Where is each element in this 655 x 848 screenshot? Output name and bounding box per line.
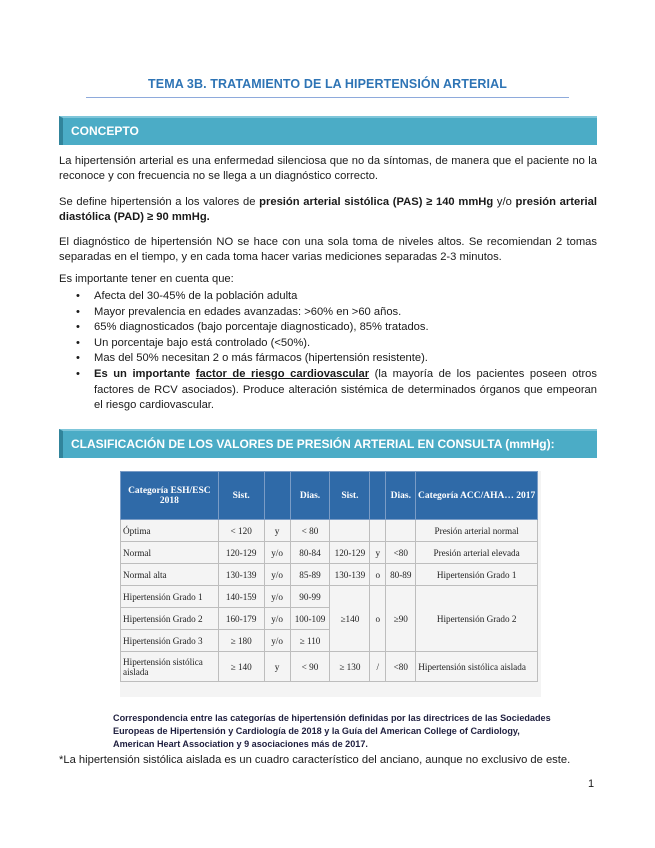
list-item-text: Mayor prevalencia en edades avanzadas: >60% en >60 años. [94, 305, 402, 318]
table-row [121, 652, 538, 682]
list-item-text: Afecta del 30-45% de la población adulta [94, 290, 298, 302]
table-cell: Hipertensión sistólica aislada [121, 652, 219, 682]
pad-threshold: presión arterial diastólica (PAD) ≥ 90 mmHg. [59, 196, 597, 223]
table-header-row [121, 472, 538, 520]
list-item-text: Un porcentaje bajo está controlado (<50%). [94, 336, 311, 349]
list-item [76, 367, 597, 414]
list-item-text: Es un importante [94, 367, 196, 380]
table-cell: y [264, 520, 290, 542]
table-cell: 80-89 [386, 564, 416, 586]
table-cell: 90-99 [290, 586, 330, 608]
column-header: Categoría ESH/ESC 2018 [121, 472, 219, 520]
table-cell: Hipertensión Grado 3 [121, 630, 219, 652]
table-cell [386, 520, 416, 542]
table-cell: Hipertensión Grado 1 [121, 586, 219, 608]
table-cell: Normal [121, 542, 219, 564]
facts-list [76, 289, 597, 414]
pas-threshold: presión arterial sistólica (PAS) ≥ 140 mmHg [259, 196, 494, 208]
table-cell: Hipertensión Grado 2 [121, 608, 219, 630]
table-cell: o [370, 586, 386, 652]
table-cell: ≥ 180 [218, 630, 264, 652]
list-item-text: 65% diagnosticados (bajo porcentaje diagnosticado), 85% tratados. [94, 321, 429, 334]
table-cell: Hipertensión Grado 1 [416, 564, 538, 586]
table-cell [330, 520, 370, 542]
table-cell: y [264, 652, 290, 682]
bullet-icon: • [76, 290, 80, 302]
table-cell [370, 520, 386, 542]
table-cell: <80 [386, 542, 416, 564]
table-row [121, 564, 538, 586]
table-cell: Normal alta [121, 564, 219, 586]
footnote: *La hipertensión sistólica aislada es un cuadro característico del anciano, aunque no exclusivo de este. [59, 754, 571, 766]
table-cell: ≥ 140 [218, 652, 264, 682]
list-item [76, 351, 597, 367]
column-header [370, 472, 386, 520]
section-header-concepto: CONCEPTO [59, 116, 597, 145]
column-header: Sist. [330, 472, 370, 520]
table-cell: Óptima [121, 520, 219, 542]
paragraph-intro-list: Es importante tener en cuenta que: [59, 273, 234, 285]
table-cell: 80-84 [290, 542, 330, 564]
table-cell: ≥ 110 [290, 630, 330, 652]
table-cell: <80 [386, 652, 416, 682]
table-cell: 160-179 [218, 608, 264, 630]
bullet-icon: • [76, 321, 80, 334]
page-title: TEMA 3B. TRATAMIENTO DE LA HIPERTENSIÓN ARTERIAL [148, 77, 507, 91]
table-cell: 130-139 [218, 564, 264, 586]
text: y/o [493, 196, 516, 208]
table-cell: 85-89 [290, 564, 330, 586]
bullet-icon: • [76, 305, 80, 318]
table-cell: y/o [264, 564, 290, 586]
paragraph-definition: La hipertensión arterial es una enfermedad silenciosa que no da síntomas, de manera que el paciente no la reconoce y con frecuencia no se llega a un diagnóstico correcto. [59, 155, 597, 182]
risk-factor-emphasis: factor de riesgo cardiovascular [195, 367, 370, 380]
column-header: Dias. [386, 472, 416, 520]
table-cell: ≥90 [386, 586, 416, 652]
table-cell: 140-159 [218, 586, 264, 608]
table-cell: Hipertensión Grado 2 [416, 586, 538, 652]
section-header-clasificacion: CLASIFICACIÓN DE LOS VALORES DE PRESIÓN ARTERIAL EN CONSULTA (mmHg): [59, 429, 597, 458]
table-row [121, 586, 538, 608]
table-cell: y [370, 542, 386, 564]
table-row [121, 520, 538, 542]
title-divider [86, 97, 569, 98]
table-cell: 120-129 [218, 542, 264, 564]
table-caption: Correspondencia entre las categorías de hipertensión definidas por las directrices de las Sociedades Europeas de Hipertensión y Cardiología de 2018 y la Guía del American College of Cardiology, American Heart Association y 9 asociaciones más de 2017. [113, 713, 551, 749]
table-cell: / [370, 652, 386, 682]
table-cell: Hipertensión sistólica aislada [416, 652, 538, 682]
classification-table [120, 471, 538, 682]
bullet-icon: • [76, 352, 80, 365]
column-header: Sist. [218, 472, 264, 520]
table-cell: < 120 [218, 520, 264, 542]
table-cell: < 80 [290, 520, 330, 542]
paragraph-diagnosis: El diagnóstico de hipertensión NO se hace con una sola toma de niveles altos. Se recomiendan 2 tomas separadas en el tiempo, y en cada toma hacer varias mediciones separadas 2-3 minutos. [59, 236, 597, 263]
page-number: 1 [588, 778, 595, 790]
bullet-icon: • [76, 367, 80, 380]
table-cell: y/o [264, 608, 290, 630]
table-cell: 120-129 [330, 542, 370, 564]
paragraph-thresholds [59, 195, 597, 225]
classification-table-image [120, 471, 541, 697]
table-cell: y/o [264, 542, 290, 564]
table-cell: ≥ 130 [330, 652, 370, 682]
table-row [121, 542, 538, 564]
table-cell: o [370, 564, 386, 586]
column-header: Categoría ACC/AHA… 2017 [416, 472, 538, 520]
column-header [264, 472, 290, 520]
table-cell: y/o [264, 630, 290, 652]
table-cell: 100-109 [290, 608, 330, 630]
bullet-icon: • [76, 336, 80, 349]
list-item [76, 305, 597, 321]
table-cell: ≥140 [330, 586, 370, 652]
list-item-text: Mas del 50% necesitan 2 o más fármacos (hipertensión resistente). [94, 352, 428, 365]
table-cell: 130-139 [330, 564, 370, 586]
list-item [76, 320, 597, 336]
table-cell: y/o [264, 586, 290, 608]
column-header: Dias. [290, 472, 330, 520]
text: Se define hipertensión a los valores de [59, 196, 260, 208]
table-cell: Presión arterial normal [416, 520, 538, 542]
table-cell: Presión arterial elevada [416, 542, 538, 564]
list-item [76, 289, 597, 305]
list-item [76, 336, 597, 352]
list-item-text: (la mayoría de los pacientes poseen otros factores de RCV asociados). Produce alteración sistémica de determinados órganos que empeoran el riesgo cardiovascular. [94, 367, 597, 412]
table-cell: < 90 [290, 652, 330, 682]
